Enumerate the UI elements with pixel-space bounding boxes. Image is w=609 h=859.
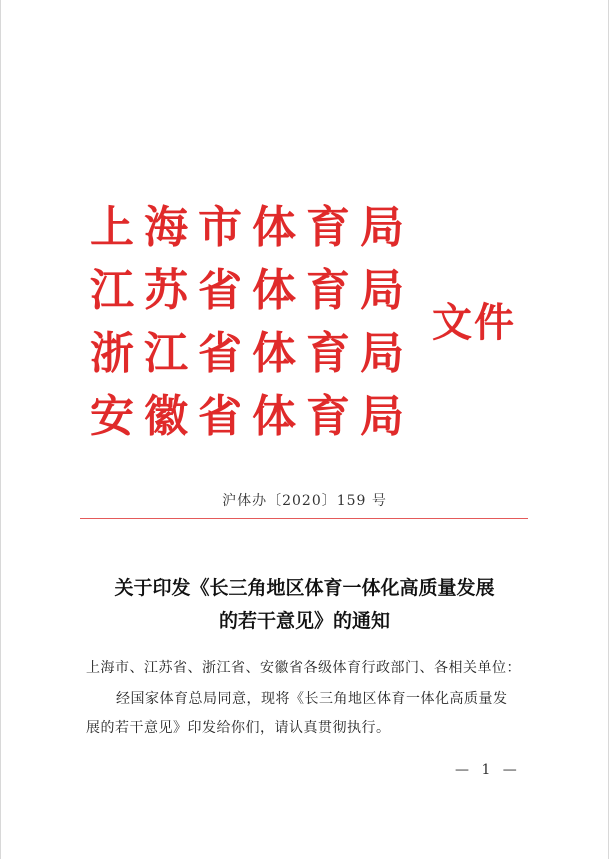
- document-number: 沪体办〔2020〕159 号: [222, 493, 387, 509]
- issuer-jiangsu: 江苏省体育局: [90, 265, 414, 316]
- body-paragraph-line-1: 经国家体育总局同意，现将《长三角地区体育一体化高质量发: [116, 691, 508, 707]
- body-paragraph-line-2: 展的若干意见》印发给你们，请认真贯彻执行。: [86, 720, 391, 736]
- salutation: 上海市、江苏省、浙江省、安徽省各级体育行政部门、各相关单位：: [86, 660, 521, 676]
- file-label: 文件: [432, 299, 516, 346]
- issuer-shanghai: 上海市体育局: [90, 202, 414, 253]
- document-title-line-1: 关于印发《长三角地区体育一体化高质量发展: [114, 577, 495, 599]
- red-divider: [80, 518, 528, 519]
- page-border-left: [0, 0, 1, 859]
- document-title-line-2: 的若干意见》的通知: [218, 610, 390, 632]
- issuer-zhejiang: 浙江省体育局: [90, 328, 414, 379]
- issuer-anhui: 安徽省体育局: [90, 391, 414, 442]
- issuer-list: [90, 196, 414, 448]
- page-number: — 1 —: [455, 762, 521, 778]
